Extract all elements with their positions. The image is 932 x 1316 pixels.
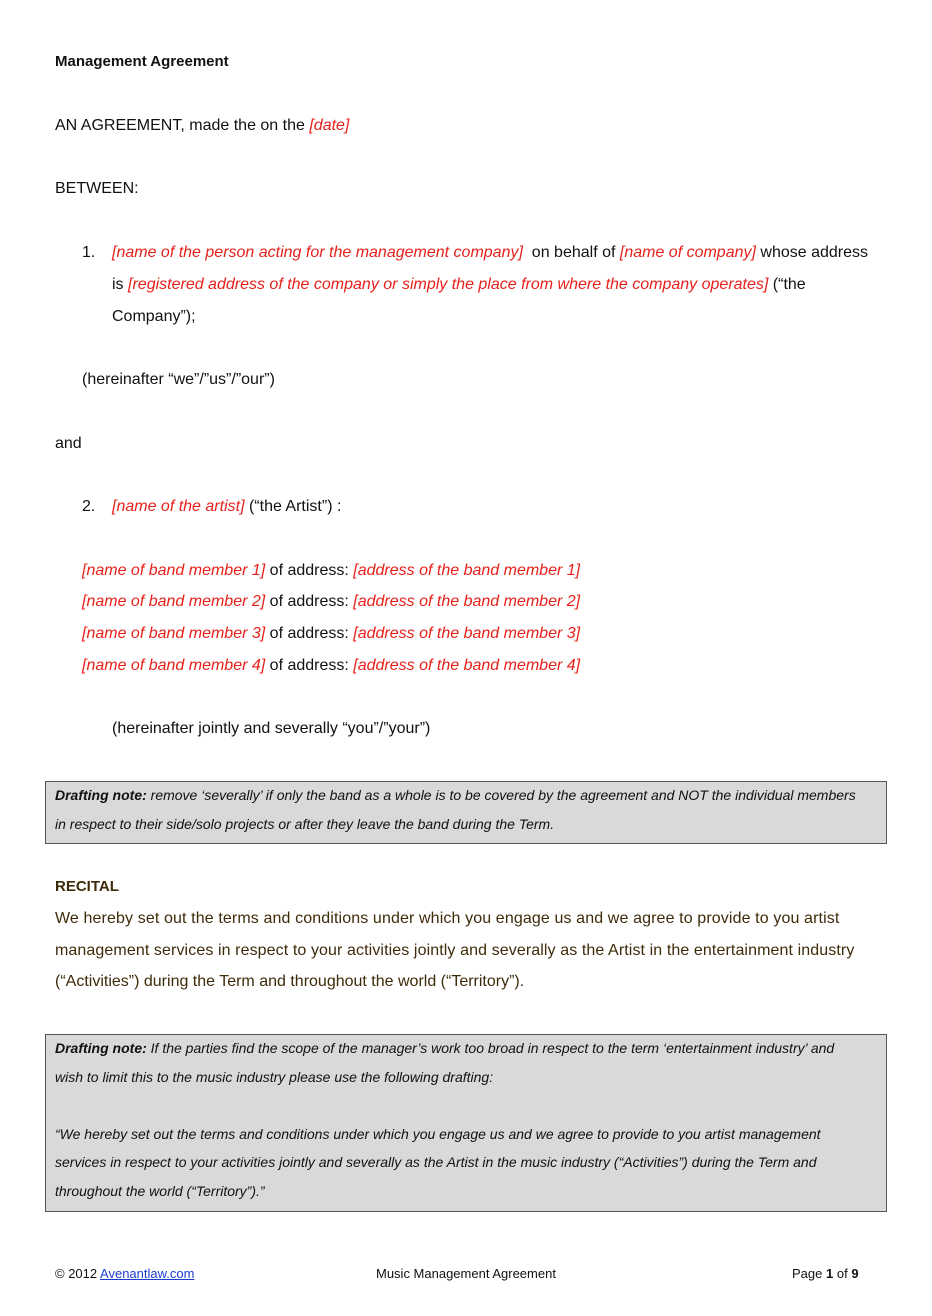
artist-label: (“the Artist”) : [248,498,342,515]
recital-line: We hereby set out the terms and conditions under which you engage us and we agree to provide to you artist [55,910,840,927]
drafting-note-text: remove ‘severally’ if only the band as a whole is to be covered by the agreement and NOT the individual members [150,787,856,803]
party2-number: 2. [82,498,96,515]
band-member-name-placeholder: [name of band member 2] [82,593,266,610]
recital-line: (“Activities”) during the Term and throughout the world (“Territory”). [55,973,525,990]
band-member-row [82,624,580,644]
band-member-address-placeholder: [address of the band member 2] [353,593,581,610]
of-address-text: of address: [269,625,349,642]
band-member-name-placeholder: [name of band member 3] [82,625,266,642]
drafting-note-line [55,786,856,804]
drafting-note-line: services in respect to your activities jointly and severally as the Artist in the music industry (“Activities”) during the Term and [55,1154,817,1170]
band-member-address-placeholder: [address of the band member 3] [353,625,581,642]
band-member-address-placeholder: [address of the band member 1] [353,562,581,579]
band-member-address-placeholder: [address of the band member 4] [353,657,581,674]
recital-line: management services in respect to your activities jointly and severally as the Artist in the entertainment industry [55,942,855,959]
drafting-note-line: wish to limit this to the music industry please use the following drafting: [55,1069,494,1085]
drafting-note-box [45,781,887,844]
company-name-placeholder: [name of company] [619,244,756,261]
band-member-name-placeholder: [name of band member 1] [82,562,266,579]
band-member-row [82,656,580,676]
party1-line2 [112,275,806,295]
document-title: Management Agreement [55,53,229,70]
party2-line [112,497,341,517]
drafting-note-line: in respect to their side/solo projects or after they leave the band during the Term. [55,816,555,832]
website-link[interactable]: Avenantlaw.com [100,1266,195,1281]
band-member-row [82,592,580,612]
manager-name-placeholder: [name of the person acting for the management company] [112,244,523,261]
intro-line [55,116,349,136]
drafting-note-box [45,1034,887,1212]
page-current: 1 [826,1266,834,1281]
party1-company-label: Company”); [112,308,196,325]
intro-text: AN AGREEMENT, made the on the [55,117,305,134]
hereinafter-we: (hereinafter “we”/”us”/”our”) [82,371,275,388]
band-member-row [82,561,580,581]
hereinafter-you: (hereinafter jointly and severally “you”/”your”) [112,720,431,737]
of-address-text: of address: [269,593,349,610]
and-label: and [55,435,82,452]
drafting-note-text: If the parties find the scope of the manager’s work too broad in respect to the term ‘entertainment industry’ and [150,1040,835,1056]
page-indicator [792,1266,859,1282]
date-placeholder: [date] [309,117,350,134]
drafting-note-line: “We hereby set out the terms and conditions under which you engage us and we agree to provide to you artist management [55,1126,821,1142]
band-member-name-placeholder: [name of band member 4] [82,657,266,674]
drafting-note-line: throughout the world (“Territory”).” [55,1183,265,1199]
of-address-text: of address: [269,657,349,674]
of-address-text: of address: [269,562,349,579]
copyright-text: © 2012 [55,1266,98,1281]
of-label: of [836,1266,848,1281]
on-behalf-text: on behalf of [531,244,616,261]
between-label: BETWEEN: [55,180,139,197]
drafting-note-label: Drafting note: [55,787,147,803]
company-address-placeholder: [registered address of the company or simply the place from where the company operates] [128,276,769,293]
footer-doc-title: Music Management Agreement [376,1266,556,1281]
page-total: 9 [851,1266,859,1281]
whose-address-text: whose address [760,244,869,261]
footer-copyright [55,1266,194,1282]
page-label: Page [792,1266,823,1281]
recital-heading: RECITAL [55,878,119,895]
drafting-note-line [55,1039,834,1057]
party1-number: 1. [82,244,96,261]
party1-line1 [112,243,868,263]
is-text: is [112,276,124,293]
the-text: (“the [772,276,806,293]
drafting-note-label: Drafting note: [55,1040,147,1056]
artist-name-placeholder: [name of the artist] [112,498,245,515]
